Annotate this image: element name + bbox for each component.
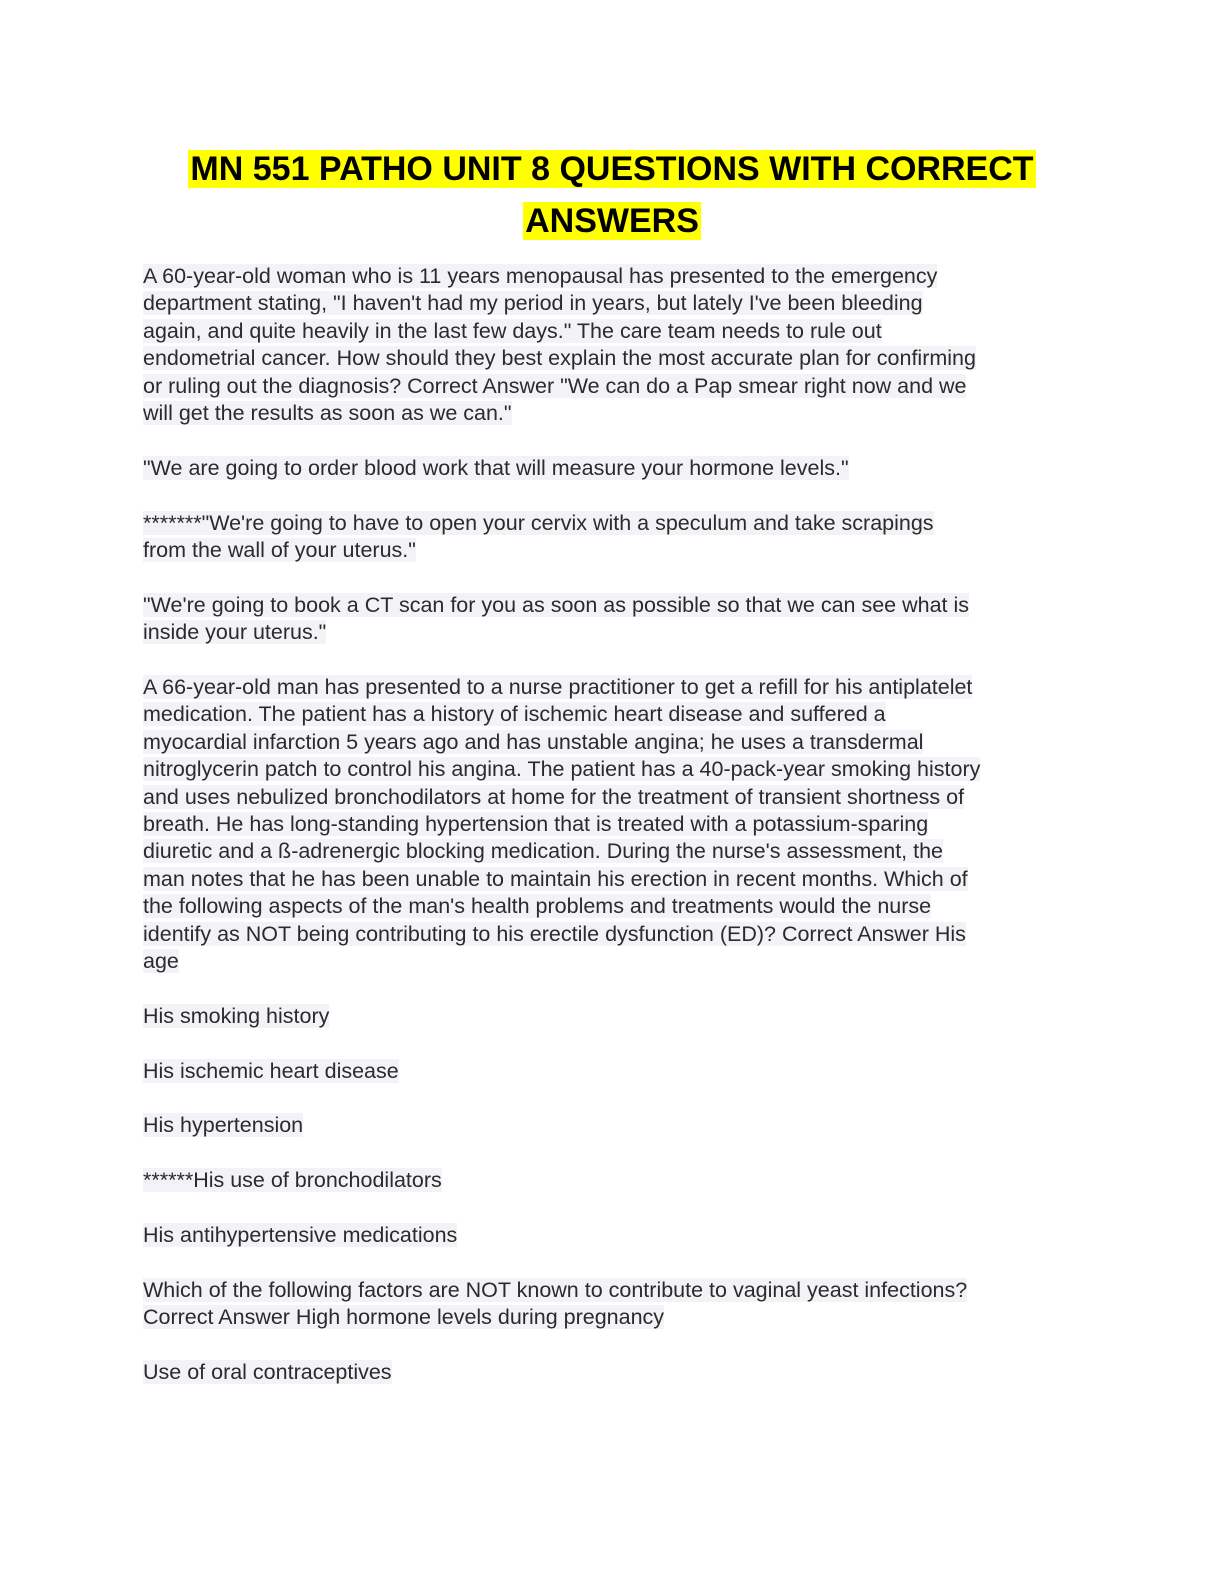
text-line: His hypertension [143,1113,304,1138]
title-line-1: MN 551 PATHO UNIT 8 QUESTIONS WITH CORRECT [190,150,1034,188]
text-line: inside your uterus." [143,620,327,645]
document-title [0,143,1224,247]
text-line: A 66-year-old man has presented to a nurse practitioner to get a refill for his antiplatelet [143,675,973,700]
paragraph [143,592,1078,647]
paragraph [143,510,1078,565]
text-line: ******His use of bronchodilators [143,1168,442,1193]
text-line: endometrial cancer. How should they best explain the most accurate plan for confirming [143,346,976,371]
paragraph [143,1167,1078,1194]
text-line: diuretic and a ß-adrenergic blocking medication. During the nurse's assessment, the [143,839,944,864]
text-line: department stating, "I haven't had my period in years, but lately I've been bleeding [143,291,923,316]
text-line: medication. The patient has a history of ischemic heart disease and suffered a [143,702,886,727]
paragraph [143,674,1078,975]
text-line: from the wall of your uterus." [143,538,416,563]
text-line: *******"We're going to have to open your cervix with a speculum and take scrapings [143,510,934,535]
text-line: or ruling out the diagnosis? Correct Answer "We can do a Pap smear right now and we [143,373,967,398]
text-line: breath. He has long-standing hypertension that is treated with a potassium-sparing [143,812,929,837]
text-line: His antihypertensive medications [143,1223,458,1248]
text-line: will get the results as soon as we can." [143,401,512,426]
title-line-2: ANSWERS [525,202,699,240]
text-line: nitroglycerin patch to control his angina. The patient has a 40-pack-year smoking history [143,757,981,782]
text-line: His ischemic heart disease [143,1058,399,1083]
text-line: man notes that he has been unable to maintain his erection in recent months. Which of [143,866,968,891]
text-line: "We are going to order blood work that will measure your hormone levels." [143,455,849,480]
text-line: Use of oral contraceptives [143,1360,392,1385]
paragraph [143,263,1078,427]
text-line: His smoking history [143,1003,330,1028]
paragraph [143,1112,1078,1139]
paragraph [143,1003,1078,1030]
paragraph [143,1277,1078,1332]
paragraph [143,1359,1078,1386]
document-body [143,263,1078,1414]
text-line: Correct Answer High hormone levels during pregnancy [143,1305,665,1330]
text-line: myocardial infarction 5 years ago and has unstable angina; he uses a transdermal [143,729,924,754]
text-line: identify as NOT being contributing to his erectile dysfunction (ED)? Correct Answer His [143,921,966,946]
text-line: A 60-year-old woman who is 11 years menopausal has presented to the emergency [143,264,938,288]
paragraph [143,1058,1078,1085]
text-line: Which of the following factors are NOT known to contribute to vaginal yeast infections? [143,1277,968,1302]
text-line: and uses nebulized bronchodilators at home for the treatment of transient shortness of [143,784,965,809]
text-line: "We're going to book a CT scan for you as soon as possible so that we can see what is [143,592,970,617]
text-line: age [143,949,179,974]
text-line: again, and quite heavily in the last few days." The care team needs to rule out [143,318,882,343]
paragraph [143,455,1078,482]
text-line: the following aspects of the man's health problems and treatments would the nurse [143,894,932,919]
paragraph [143,1222,1078,1249]
